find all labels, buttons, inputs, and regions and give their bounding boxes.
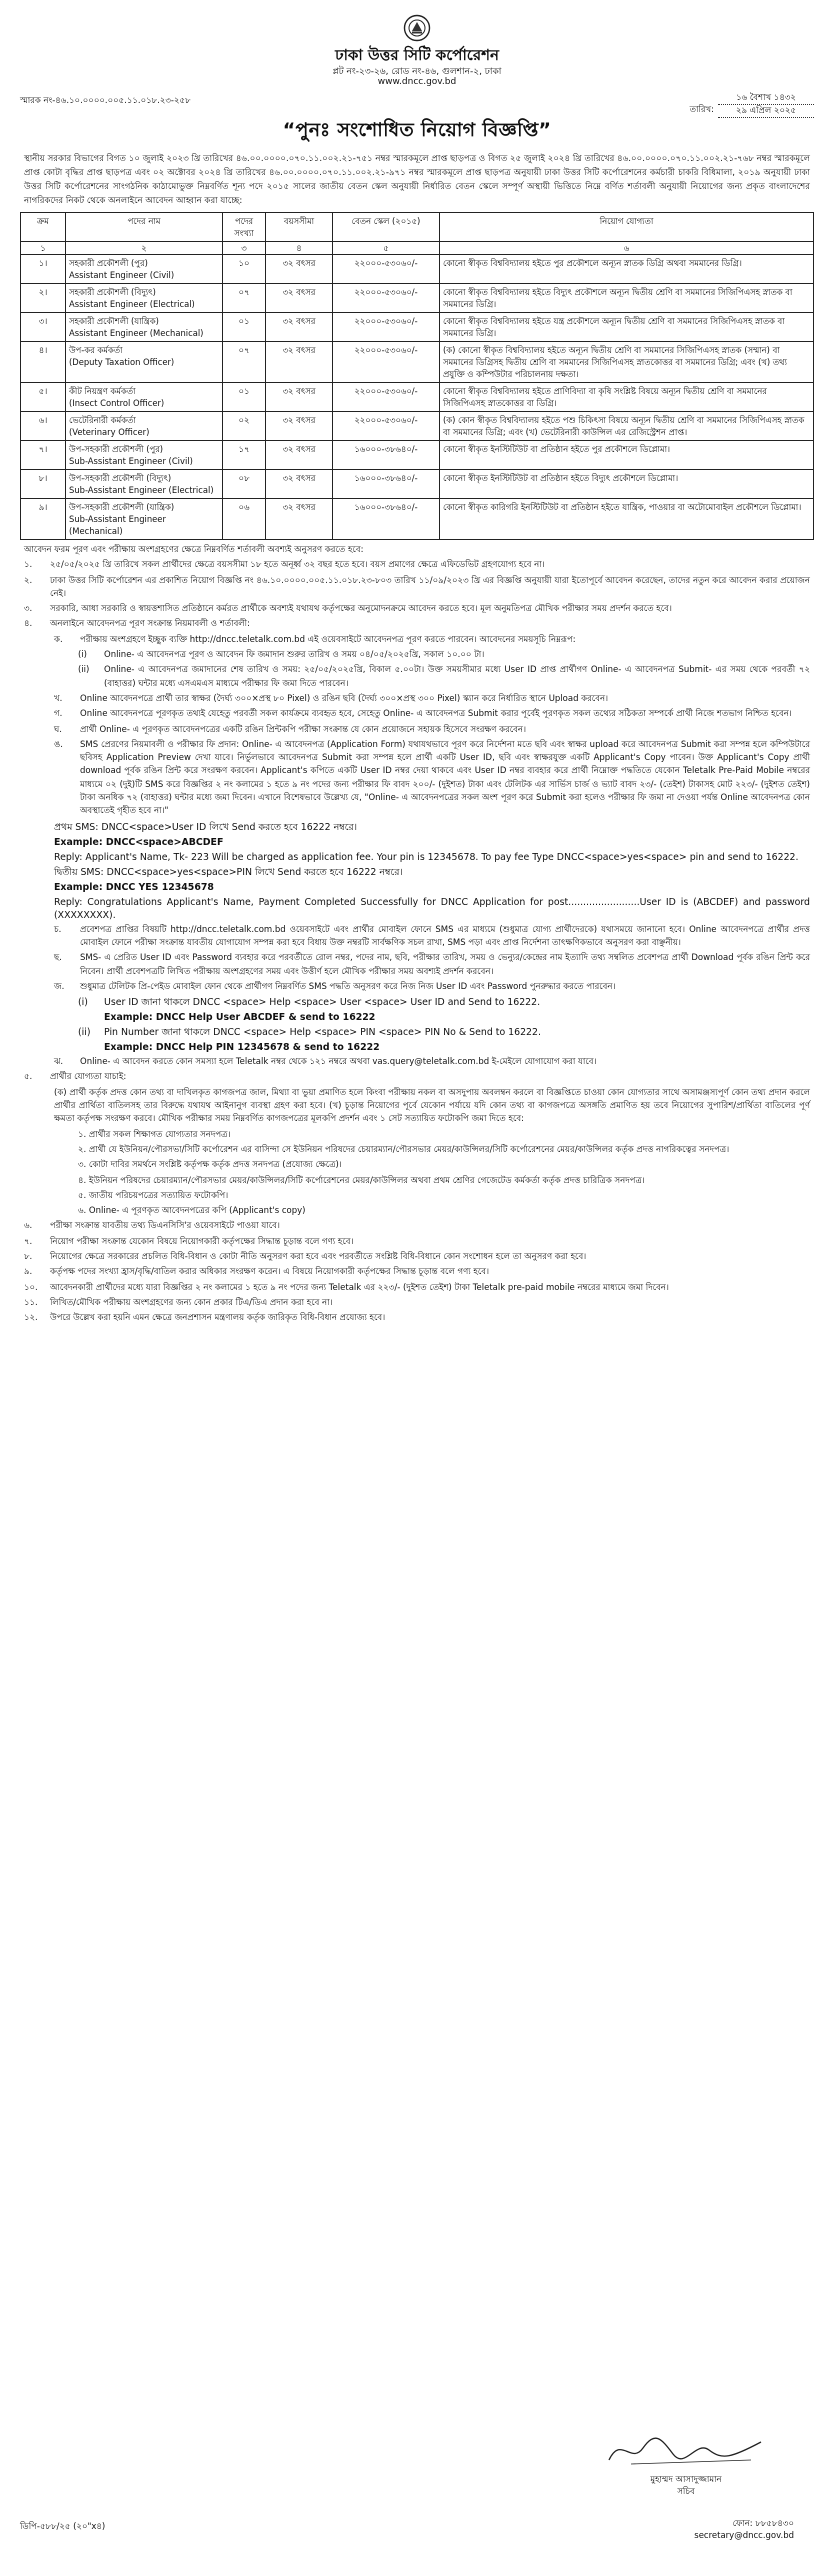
cell-qualification: কোনো স্বীকৃত বিশ্ববিদ্যালয় হইতে যন্ত্র প্রকৌশলে অন্যূন দ্বিতীয় শ্রেণি বা সমমানের সিজিপিএসহ স্নাতক বা সমমানের ডিগ্রি। xyxy=(440,313,814,342)
cell-count: ০১ xyxy=(223,383,266,412)
term-item xyxy=(24,1266,810,1279)
date-bangla: ১৬ বৈশাখ ১৪৩২ xyxy=(718,92,814,105)
post-name-bn: ভেটেরিনারী কর্মকর্তা xyxy=(69,415,136,425)
term-number: ৫. xyxy=(24,1072,33,1083)
subterm-text: Online আবেদনপত্রে পূরণকৃত তথ্যই যেহেতু পরবর্তী সকল কার্যক্রমে ব্যবহৃত হবে, সেহেতু Online- এ আবেদনপত্র Submit করার পূর্বেই পূরণকৃত সকল তথ্যের সঠিকতা সম্পর্কে প্রার্থী নিজে শতভাগ নিশ্চিত হবেন। xyxy=(80,709,792,720)
term-text: অনলাইনে আবেদনপত্র পূরণ সংক্রান্ত নিয়মাবলী ও শর্তাবলী: xyxy=(50,619,250,630)
table-header-row xyxy=(21,213,814,242)
subterm-number: ঙ. xyxy=(54,739,63,750)
date-label: তারিখ: xyxy=(689,105,714,115)
cell-serial: ৮। xyxy=(21,470,66,499)
table-row xyxy=(21,342,814,383)
subterm-item xyxy=(24,724,810,737)
cell-age: ৩২ বৎসর xyxy=(266,342,333,383)
sms-second-instruction: দ্বিতীয় SMS: DNCC<space>yes<space>PIN লিখে Send করতে হবে 16222 নম্বরে। xyxy=(54,866,403,878)
cell-age: ৩২ বৎসর xyxy=(266,470,333,499)
term-item xyxy=(24,575,810,602)
terms-lead: আবেদন ফরম পূরণ এবং পরীক্ষায় অংশগ্রহণের ক্ষেত্রে নিম্নবর্ণিত শর্তাবলী অবশ্যই অনুসরণ করতে হবে: xyxy=(24,545,364,555)
recovery-text: Pin Number জানা থাকলে DNCC <space> Help <space> PIN <space> PIN No & Send to 16222. xyxy=(104,1027,541,1039)
subterm-number: জ. xyxy=(54,981,65,992)
subterm-text: Online আবেদনপত্রে প্রার্থী তার স্বাক্ষর (দৈর্ঘ্য ৩০০×প্রস্থ ৮০ Pixel) ও রঙিন ছবি (দৈর্ঘ্য ৩০০×প্রস্থ ৩০০ Pixel) স্ক্যান করে নির্ধারিত স্থানে Upload করবেন। xyxy=(80,693,609,704)
subterm-number: গ. xyxy=(54,709,63,720)
term-item xyxy=(24,1282,810,1295)
cell-serial: ৩। xyxy=(21,313,66,342)
cell-age: ৩২ বৎসর xyxy=(266,313,333,342)
schedule-number: (i) xyxy=(78,650,87,661)
org-website[interactable]: www.dncc.gov.bd xyxy=(377,77,457,87)
recovery-number: (ii) xyxy=(78,1027,91,1039)
recovery-text: User ID জানা থাকলে DNCC <space> Help <space> User <space> User ID and Send to 16222. xyxy=(104,997,541,1009)
post-name-en: Sub-Assistant Engineer (Mechanical) xyxy=(69,514,166,536)
cell-post-name xyxy=(66,412,223,441)
subterm-text: SMS প্রেরণের নিয়মাবলী ও পরীক্ষার ফি প্রদান: Online- এ আবেদনপত্র (Application Form) যথাযথভাবে পূরণ করে নির্দেশনা মতে ছবি এবং স্বাক্ষর upload করে আবেদনপত্র Submit করা সম্পন্ন হলে কম্পিউটারে ছবিসহ Application Preview দেখা যাবে। নির্ভুলভাবে আবেদনপত্র Submit করা সম্পন্ন হলে প্রার্থী একটি User ID, ছবি এবং স্বাক্ষরযুক্ত একটি Applicant's Copy পাবেন। উক্ত Applicant's Copy প্রার্থী download পূর্বক রঙিন প্রিন্ট করে সংরক্ষণ করবেন। Applicant's কপিতে একটি User ID নম্বর দেয়া থাকবে এবং User ID নম্বর ব্যবহার করে প্রার্থী নিম্নোক্ত পদ্ধতিতে যেকোন Teletalk Pre-Paid Mobile নম্বরের মাধ্যমে ০২ (দুই)টি SMS করে বিজ্ঞপ্তির ২ নং কলামের ১ হতে ৯ নং পদের জন্য পরীক্ষার ফি বাবদ ২০০/- (দুইশত) টাকা এবং টেলিটক এর সার্ভিস চার্জ ও ভ্যাট বাবদ ২৩/- (তেইশ) টাকাসহ মোট ২২৩/- (দুইশত তেইশ) টাকা অনধিক ৭২ (বাহাত্তর) ঘন্টার মধ্যে জমা দিবেন। এখানে বিশেষভাবে উল্লেখ্য যে, "Online- এ আবেদনপত্রের সকল অংশ পূরণ করে Submit করা হলেও পরীক্ষার ফি জমা না দেওয়া পর্যন্ত Online আবেদনপত্র কোন অবস্থাতেই গৃহীত হবে না।" xyxy=(80,739,810,817)
signature-block xyxy=(586,2430,786,2498)
cell-post-name xyxy=(66,342,223,383)
col-header-age-limit: বয়সসীমা xyxy=(266,213,333,242)
cell-qualification: কোনো স্বীকৃত ইনস্টিটিউট বা প্রতিষ্ঠান হইতে পুর প্রকৌশলে ডিপ্লোমা। xyxy=(440,441,814,470)
post-name-en: Sub-Assistant Engineer (Civil) xyxy=(69,456,193,466)
cell-pay-scale: ২২০০০-৫৩০৬০/- xyxy=(333,313,440,342)
post-name-en: (Insect Control Officer) xyxy=(69,398,165,408)
signatory-designation: সচিব xyxy=(677,2487,695,2497)
org-address: প্লট নং-২৩-২৬, রোড নং-৪৬, গুলশান-২, ঢাকা xyxy=(332,67,502,77)
posts-table xyxy=(20,212,814,540)
term-item xyxy=(24,1236,810,1249)
col-header-post-name: পদের নাম xyxy=(66,213,223,242)
term-item xyxy=(24,1071,810,1084)
cell-post-name xyxy=(66,441,223,470)
col-number: ৬ xyxy=(440,242,814,255)
cell-qualification: কোনো স্বীকৃত বিশ্ববিদ্যালয় হইতে পুর প্রকৌশলে অন্যূন স্নাতক ডিগ্রি অথবা সমমানের ডিগ্রি। xyxy=(440,255,814,284)
cell-serial: ৬। xyxy=(21,412,66,441)
term-number: ১০. xyxy=(24,1282,38,1293)
cell-post-name xyxy=(66,284,223,313)
notice-title: “পুনঃ সংশোধিত নিয়োগ বিজ্ঞপ্তি” xyxy=(282,119,552,141)
term-number: ৩. xyxy=(24,604,33,615)
table-column-number-row xyxy=(21,242,814,255)
document-list-item: ৬. Online- এ পূরণকৃত আবেদনপত্রের কপি (Applicant's copy) xyxy=(78,1206,306,1217)
col-number: ২ xyxy=(66,242,223,255)
post-name-en: Sub-Assistant Engineer (Electrical) xyxy=(69,485,214,495)
cell-serial: ২। xyxy=(21,284,66,313)
cell-pay-scale: ২২০০০-৫৩০৬০/- xyxy=(333,284,440,313)
subterm-text: প্রার্থী Online- এ পূরণকৃত আবেদনপত্রের একটি রঙিন প্রিন্টকপি পরীক্ষা সংক্রান্ত যে কোন প্রয়োজনে সহায়ক হিসেবে সংরক্ষণ করবেন। xyxy=(80,724,527,735)
post-name-bn: উপ-সহকারী প্রকৌশলী (বিদ্যুৎ) xyxy=(69,473,172,483)
term-item xyxy=(24,603,810,616)
document-list-item: ২. প্রার্থী যে ইউনিয়ন/পৌরসভা/সিটি কর্পোরেশন এর বাসিন্দা সে ইউনিয়ন পরিষদের চেয়ারম্যান/পৌরসভার মেয়র/কাউন্সিলর/সিটি কর্পোরেশনের মেয়র/কাউন্সিলর কর্তৃক প্রদত্ত নাগরিকত্বের সনদপত্র। xyxy=(78,1144,730,1155)
cell-pay-scale: ২২০০০-৫৩০৬০/- xyxy=(333,342,440,383)
cell-serial: ৫। xyxy=(21,383,66,412)
date-block xyxy=(689,92,814,118)
subterm-number: চ. xyxy=(54,924,62,935)
document-list-item: ৪. ইউনিয়ন পরিষদের চেয়ারম্যান/পৌরসভার মেয়র/কাউন্সিলর/সিটি কর্পোরেশনের মেয়র/কাউন্সিলর অথবা প্রথম শ্রেণির গেজেটেড কর্মকর্তা কর্তৃক প্রদত্ত চারিত্রিক সনদপত্র। xyxy=(78,1175,645,1186)
cell-post-name xyxy=(66,470,223,499)
notice-intro: স্থানীয় সরকার বিভাগের বিগত ১০ জুলাই ২০২৩ খ্রি তারিখের ৪৬.০০.০০০০.০৭০.১১.০০২.২১-৭৫১ নম্বর স্মারকমূলে প্রাপ্ত ছাড়পত্র ও বিগত ২৫ জুলাই ২০২৪ খ্রি তারিখের ৪৬.০০.০০০০.০৭০.১১.০০২.২১-৭৬৮ নম্বর স্মারকমূলে প্রাপ্ত কোটা বৃদ্ধির প্রাপ্ত ছাড়পত্র এবং ০২ অক্টোবর ২০২৪ খ্রি তারিখের ৪৬.০০.০০০০.০৭০.১১.০০২.২১-৯৭১ নম্বর স্মারকমূলে প্রাপ্ত ছাড়পত্র অনুযায়ী ঢাকা উত্তর সিটি কর্পোরেশনের কর্মচারী চাকরি বিধিমালা, ২০১৯ অনুযায়ী ঢাকা উত্তর সিটি কর্পোরেশনের সাংগঠনিক কাঠামোভুক্ত নিম্নবর্ণিত শূন্য পদে ২০১৫ সালের জাতীয় বেতন স্কেল অনুযায়ী নির্ধারিত বেতন স্কেলে সম্পূর্ণ অস্থায়ী ভিত্তিতে নিম্নে বর্ণিত শর্তাবলী অনুযায়ী নিয়োগের জন্য প্রকৃত বাংলাদেশের নাগরিকদের নিকট থেকে অনলাইনে আবেদন আহ্বান করা যাচ্ছে: xyxy=(24,154,810,206)
cell-serial: ৪। xyxy=(21,342,66,383)
signatory-name: মুহাম্মদ আসাদুজ্জামান xyxy=(650,2475,722,2485)
subterm-number: খ. xyxy=(54,693,63,704)
term-text: আবেদনকারী প্রার্থীদের মধ্যে যারা বিজ্ঞপ্তির ২ নং কলামের ১ হতে ৯ নং পদের জন্য Teletalk এর ২২৩/- (দুইশত তেইশ) টাকা Teletalk pre-paid mobile নম্বরের মাধ্যমে জমা দিবেন। xyxy=(50,1282,669,1293)
subterm-item xyxy=(24,981,810,994)
post-name-en: Assistant Engineer (Civil) xyxy=(69,270,175,280)
date-gregorian: ২৯ এপ্রিল ২০২৫ xyxy=(718,105,814,118)
term-text: পরীক্ষা সংক্রান্ত যাবতীয় তথ্য ডিএনসিসি'র ওয়েবসাইটে পাওয়া যাবে। xyxy=(50,1221,280,1232)
post-name-en: Assistant Engineer (Electrical) xyxy=(69,299,195,309)
cell-age: ৩২ বৎসর xyxy=(266,383,333,412)
term-number: ১১. xyxy=(24,1297,38,1308)
term-item xyxy=(24,559,810,572)
cell-count: ০৭ xyxy=(223,284,266,313)
subterm-item xyxy=(24,952,810,979)
cell-qualification: (ক) কোন স্বীকৃত বিশ্ববিদ্যালয় হইতে পশু চিকিৎসা বিষয়ে অন্যূন দ্বিতীয় শ্রেণি বা সমমানের সিজিপিএসহ স্নাতক বা সমমানের ডিগ্রি; এবং (খ) ভেটেরিনারী কাউন্সিল এর রেজিস্ট্রেশন প্রাপ্ত। xyxy=(440,412,814,441)
post-name-en: Assistant Engineer (Mechanical) xyxy=(69,328,204,338)
cell-age: ৩২ বৎসর xyxy=(266,412,333,441)
term-item xyxy=(24,1297,810,1310)
cell-count: ০১ xyxy=(223,313,266,342)
cell-post-name xyxy=(66,255,223,284)
terms-section xyxy=(24,544,810,1325)
contact-email[interactable]: secretary@dncc.gov.bd xyxy=(694,2531,794,2541)
cell-qualification: (ক) কোনো স্বীকৃত বিশ্ববিদ্যালয় হইতে অন্যূন দ্বিতীয় শ্রেণি বা সমমানের সিজিপিএসহ স্নাতক (সম্মান) বা সমমানের ডিগ্রিসহ দ্বিতীয় শ্রেণি বা সমমানের সিজিপিএসহ স্নাতকোত্তর বা সমমানের ডিগ্রি; এবং (খ) তথ্য প্রযুক্তি ও কম্পিউটার পরিচালনায় দক্ষতা। xyxy=(440,342,814,383)
cell-count: ০৮ xyxy=(223,470,266,499)
term-text: উপরে উল্লেখ করা হয়নি এমন ক্ষেত্রে জনপ্রশাসন মন্ত্রণালয় কর্তৃক জারিকৃত বিধি-বিধান প্রযোজ্য হবে। xyxy=(50,1313,386,1324)
post-name-en: (Veterinary Officer) xyxy=(69,427,150,437)
cell-count: ০৭ xyxy=(223,342,266,383)
term-number: ৪. xyxy=(24,619,33,630)
subterm-text: পরীক্ষায় অংশগ্রহণে ইচ্ছুক ব্যক্তি http://dncc.teletalk.com.bd এই ওয়েবসাইটে আবেদনপত্র পূরণ করতে পারবেন। আবেদনের সময়সূচি নিম্নরূপ: xyxy=(80,634,576,645)
sms-second-reply: Reply: Congratulations Applicant's Name, Payment Completed Successfully for DNCC Application for post........................User ID is (ABCDEF) and password (XXXXXXXX). xyxy=(54,896,810,921)
term-number: ২. xyxy=(24,575,33,586)
schedule-text: Online- এ আবেদনপত্র জমাদানের শেষ তারিখ ও সময়: ২৫/০৫/২০২৫খ্রি, বিকাল ৫.০০টা। উক্ত সময়সীমার মধ্যে User ID প্রাপ্ত প্রার্থীগণ Online- এ আবেদনপত্র Submit- এর সময় থেকে পরবর্তী ৭২ (বাহাত্তর) ঘন্টার মধ্যে এসএমএস মাধ্যমে পরীক্ষার ফি জমা দিতে পারবেন। xyxy=(104,665,810,689)
subterm-item xyxy=(24,708,810,721)
cell-count: ০৬ xyxy=(223,499,266,540)
cell-pay-scale: ১৬০০০-৩৮৬৪০/- xyxy=(333,441,440,470)
publication-code: ডিপি-৫৮৮/২৫ (২০"x৪) xyxy=(20,2522,106,2532)
table-row xyxy=(21,383,814,412)
subterm-text: শুধুমাত্র টেলিটক প্রি-পেইড মোবাইল ফোন থেকে প্রার্থীগণ নিম্নবর্ণিত SMS পদ্ধতি অনুসরণ করে নিজ নিজ User ID এবং Password পুনরুদ্ধার করতে পারবেন। xyxy=(80,981,616,992)
recovery-number: (i) xyxy=(78,997,88,1009)
document-list-item: ৫. জাতীয় পরিচয়পত্রের সত্যায়িত ফটোকপি। xyxy=(78,1190,229,1201)
recovery-example: Example: DNCC Help User ABCDEF & send to 16222 xyxy=(104,1012,376,1024)
post-name-bn: কীট নিয়ন্ত্রণ কর্মকর্তা xyxy=(69,386,136,396)
cell-post-name xyxy=(66,383,223,412)
subterm-text: প্রবেশপত্র প্রাপ্তির বিষয়টি http://dncc.teletalk.com.bd ওয়েবসাইটে এবং প্রার্থীর মোবাইল ফোনে SMS এর মাধ্যমে (শুধুমাত্র যোগ্য প্রার্থীদেরকে) যথাসময়ে জানানো হবে। Online আবেদনপত্রে প্রার্থীর প্রদত্ত মোবাইল ফোনে পরীক্ষা সংক্রান্ত যাবতীয় যোগাযোগ সম্পন্ন করা হবে বিধায় উক্ত নম্বরটি সার্বক্ষণিক সচল রাখা, SMS পড়া এবং প্রাপ্ত নির্দেশনা তাৎক্ষণিকভাবে অনুসরণ করা বাঞ্ছনীয়। xyxy=(80,924,810,948)
col-number: ১ xyxy=(21,242,66,255)
memo-number: স্মারক নং-৪৬.১০.০০০০.০০৫.১১.০১৮.২৩-২৫৮ xyxy=(20,96,191,106)
contact-block xyxy=(694,2518,794,2542)
cell-serial: ১। xyxy=(21,255,66,284)
term-text: প্রার্থীর যোগ্যতা যাচাই: xyxy=(50,1072,127,1083)
term-item xyxy=(24,618,810,631)
table-row xyxy=(21,499,814,540)
cell-count: ১০ xyxy=(223,255,266,284)
col-number: ৫ xyxy=(333,242,440,255)
term-item xyxy=(24,1220,810,1233)
cell-qualification: কোনো স্বীকৃত ইনস্টিটিউট বা প্রতিষ্ঠান হইতে বিদ্যুৎ প্রকৌশলে ডিপ্লোমা। xyxy=(440,470,814,499)
table-row xyxy=(21,441,814,470)
table-row xyxy=(21,412,814,441)
cell-pay-scale: ২২০০০-৫৩০৬০/- xyxy=(333,383,440,412)
term-number: ৭. xyxy=(24,1236,33,1247)
subterm-number: ঝ. xyxy=(54,1057,64,1068)
schedule-item xyxy=(24,649,810,662)
term-number: ১২. xyxy=(24,1313,38,1324)
term-text: লিখিত/মৌখিক পরীক্ষায় অংশগ্রহণের জন্য কোন প্রকার টিএ/ডিএ প্রদান করা হবে না। xyxy=(50,1297,333,1308)
cell-serial: ৯। xyxy=(21,499,66,540)
document-list-item: ৩. কোটা দাবির সমর্থনে সংশ্লিষ্ট কর্তৃপক্ষ কর্তৃক প্রদত্ত সনদপত্র (প্রযোজ্য ক্ষেত্রে)। xyxy=(78,1160,342,1171)
term-text: নিয়োগের ক্ষেত্রে সরকারের প্রচলিত বিধি-বিধান ও কোটা নীতি অনুসরণ করা হবে এবং পরবর্তীতে সংশ্লিষ্ট বিধি-বিধানে কোন সংশোধন হলে তা অনুসরণ করা হবে। xyxy=(50,1251,587,1262)
table-row xyxy=(21,255,814,284)
term-text: ২৫/০৫/২০২৫ খ্রি তারিখে সকল প্রার্থীদের ক্ষেত্রে বয়সসীমা ১৮ হতে অনূর্ধ্ব ৩২ বছর হতে হবে। বয়স প্রমাণের ক্ষেত্রে এফিডেভিট গ্রহণযোগ্য হবে না। xyxy=(50,560,545,571)
subterm-item xyxy=(24,634,810,647)
subterm-text: Online- এ আবেদন করতে কোন সমস্যা হলে Teletalk নম্বর থেকে ১২১ নম্বরে অথবা vas.query@teletalk.com.bd ই-মেইলে যোগাযোগ করা যাবে। xyxy=(80,1057,597,1068)
sms-first-example: Example: DNCC<space>ABCDEF xyxy=(54,836,224,848)
table-row xyxy=(21,470,814,499)
cell-pay-scale: ২২০০০-৫৩০৬০/- xyxy=(333,412,440,441)
document-list-item: ১. প্রার্থীর সকল শিক্ষাগত যোগ্যতার সনদপত্র। xyxy=(78,1129,231,1140)
subterm-item xyxy=(24,739,810,819)
term-item xyxy=(24,1251,810,1264)
subterm-text: SMS- এ প্রেরিত User ID এবং Password ব্যবহার করে পরবর্তীতে রোল নম্বর, পদের নাম, ছবি, পরীক্ষার তারিখ, সময় ও ভেন্যুর/কেন্দ্রের নাম ইত্যাদি তথ্য সম্বলিত প্রবেশপত্র প্রার্থী Download পূর্বক রঙিন প্রিন্ট করে নিবেন। প্রার্থী প্রবেশপত্রটি লিখিত পরীক্ষায় অংশগ্রহণের সময় এবং উত্তীর্ণ হলে মৌখিক পরীক্ষার সময় অবশ্যই প্রদর্শন করবেন। xyxy=(80,953,810,977)
signature-mark-icon xyxy=(601,2430,771,2470)
cell-age: ৩২ বৎসর xyxy=(266,284,333,313)
schedule-item xyxy=(24,664,810,691)
table-row xyxy=(21,313,814,342)
term-number: ৯. xyxy=(24,1267,33,1278)
col-header-qualification: নিয়োগ যোগ্যতা xyxy=(440,213,814,242)
sms-first-instruction: প্রথম SMS: DNCC<space>User ID লিখে Send করতে হবে 16222 নম্বরে। xyxy=(54,821,357,833)
term-number: ৬. xyxy=(24,1221,33,1232)
col-number: ৪ xyxy=(266,242,333,255)
post-name-bn: উপ-সহকারী প্রকৌশলী (পুর) xyxy=(69,444,164,454)
term-text: ঢাকা উত্তর সিটি কর্পোরেশন এর প্রকাশিত নিয়োগ বিজ্ঞপ্তি নং ৪৬.১০.০০০০.০০৫.১১.০১৮.২৩-৮০৩ তারিখ ১১/০৯/২০২৩ খ্রি এর বিজ্ঞপ্তি অনুযায়ী যারা ইতোপূর্বে আবেদন করেছেন, তাদের নতুন করে আবেদন করার প্রয়োজন নেই। xyxy=(50,575,810,599)
col-number: ৩ xyxy=(223,242,266,255)
subterm-item xyxy=(24,1056,810,1069)
cell-age: ৩২ বৎসর xyxy=(266,255,333,284)
cell-pay-scale: ১৬০০০-৩৮৬৪০/- xyxy=(333,470,440,499)
subterm-number: ক. xyxy=(54,634,63,645)
cell-qualification: কোনো স্বীকৃত বিশ্ববিদ্যালয় হইতে প্রাণিবিদ্যা বা কৃষি সংশ্লিষ্ট বিষয়ে অন্যূন দ্বিতীয় শ্রেণি বা সমমানের সিজিপিএসহ স্নাতকোত্তর বা ডিগ্রি। xyxy=(440,383,814,412)
verification-text: (ক) প্রার্থী কর্তৃক প্রদত্ত কোন তথ্য বা দাখিলকৃত কাগজপত্র জাল, মিথ্যা বা ভুয়া প্রমাণিত হলে কিংবা পরীক্ষায় নকল বা অসদুপায় অবলম্বন করলে বা বিজ্ঞপ্তিতে চাওয়া কোন যোগ্যতার সাথে অসামঞ্জস্যপূর্ণ কোন তথ্য প্রদান করলে প্রার্থীর প্রার্থিতা বাতিলসহ তার বিরুদ্ধে যথাযথ আইনানুগ ব্যবস্থা গ্রহণ করা হবে। (খ) চূড়ান্ত নিয়োগের পূর্বে যেকোন পর্যায়ে যদি কোন তথ্য বা কাগজপত্রে অসঙ্গতি প্রমাণিত হয় তবে নিয়োগের সুপারিশ/প্রার্থিতা বাতিলের পূর্ণ ক্ষমতা কর্তৃপক্ষ সংরক্ষণ করবে। মৌখিক পরীক্ষার সময় নিম্নবর্ণিত কাগজপত্রের মূলকপি প্রদর্শন এবং ১ সেট সত্যায়িত ফটোকপি জমা দিতে হবে: xyxy=(54,1087,810,1125)
post-name-bn: সহকারী প্রকৌশলী (যান্ত্রিক) xyxy=(69,316,159,326)
contact-phone: ফোন: ৮৮৫৮৪৩০ xyxy=(732,2519,794,2529)
col-header-post-count: পদের সংখ্যা xyxy=(223,213,266,242)
cell-post-name xyxy=(66,313,223,342)
term-number: ৮. xyxy=(24,1251,33,1262)
post-name-bn: উপ-সহকারী প্রকৌশলী (যান্ত্রিক) xyxy=(69,502,175,512)
letterhead xyxy=(20,14,814,116)
subterm-item xyxy=(24,924,810,951)
cell-post-name xyxy=(66,499,223,540)
table-row xyxy=(21,284,814,313)
term-text: নিয়োগ পরীক্ষা সংক্রান্ত যেকোন বিষয়ে নিয়োগকারী কর্তৃপক্ষের সিদ্ধান্ত চূড়ান্ত বলে গণ্য হবে। xyxy=(50,1236,354,1247)
term-text: কর্তৃপক্ষ পদের সংখ্যা হ্রাস/বৃদ্ধি/বাতিল করার অধিকার সংরক্ষণ করেন। এ বিষয়ে নিয়োগকারী কর্তৃপক্ষের সিদ্ধান্ত চূড়ান্ত বলে গণ্য হবে। xyxy=(50,1267,490,1278)
cell-qualification: কোনো স্বীকৃত বিশ্ববিদ্যালয় হইতে বিদ্যুৎ প্রকৌশলে অন্যূন দ্বিতীয় শ্রেণি বা সমমানের সিজিপিএসহ স্নাতক বা সমমানের ডিগ্রি। xyxy=(440,284,814,313)
cell-count: ০২ xyxy=(223,412,266,441)
cell-count: ১৭ xyxy=(223,441,266,470)
subterm-item xyxy=(24,693,810,706)
sms-second-example: Example: DNCC YES 12345678 xyxy=(54,881,214,893)
schedule-number: (ii) xyxy=(78,665,90,676)
subterm-number: ঘ. xyxy=(54,724,62,735)
subterm-number: ছ. xyxy=(54,953,62,964)
dncc-emblem-icon xyxy=(403,14,431,42)
term-number: ১. xyxy=(24,560,33,571)
cell-pay-scale: ১৬০০০-৩৮৬৪০/- xyxy=(333,499,440,540)
post-name-bn: উপ-কর কর্মকর্তা xyxy=(69,345,123,355)
sms-first-reply: Reply: Applicant's Name, Tk- 223 Will be charged as application fee. Your pin is 12345678. To pay fee Type DNCC<space>yes<space> pin and send to 16222. xyxy=(54,851,799,863)
cell-age: ৩২ বৎসর xyxy=(266,441,333,470)
recovery-example: Example: DNCC Help PIN 12345678 & send to 16222 xyxy=(104,1042,380,1054)
post-name-bn: সহকারী প্রকৌশলী (বিদ্যুৎ) xyxy=(69,287,156,297)
recovery-item xyxy=(24,1026,810,1039)
cell-age: ৩২ বৎসর xyxy=(266,499,333,540)
cell-pay-scale: ২২০০০-৫৩০৬০/- xyxy=(333,255,440,284)
post-name-en: (Deputy Taxation Officer) xyxy=(69,357,175,367)
col-header-pay-scale: বেতন স্কেল (২০১৫) xyxy=(333,213,440,242)
post-name-bn: সহকারী প্রকৌশলী (পুর) xyxy=(69,258,148,268)
term-item xyxy=(24,1312,810,1325)
col-header-serial: ক্রম xyxy=(21,213,66,242)
term-text: সরকারি, আধা সরকারি ও স্বায়ত্তশাসিত প্রতিষ্ঠানে কর্মরত প্রার্থীকে অবশ্যই যথাযথ কর্তৃপক্ষের অনুমোদনক্রমে আবেদন করতে হবে। মূল অনুমতিপত্র মৌখিক পরীক্ষার সময় প্রদর্শন করতে হবে। xyxy=(50,604,672,615)
cell-serial: ৭। xyxy=(21,441,66,470)
org-name: ঢাকা উত্তর সিটি কর্পোরেশন xyxy=(335,46,499,64)
cell-qualification: কোনো স্বীকৃত কারিগরি ইনস্টিটিউট বা প্রতিষ্ঠান হইতে যান্ত্রিক, পাওয়ার বা অটোমোবাইল প্রকৌশলে ডিপ্লোমা। xyxy=(440,499,814,540)
recovery-item xyxy=(24,996,810,1009)
schedule-text: Online- এ আবেদনপত্র পূরণ ও আবেদন ফি জমাদান শুরুর তারিখ ও সময় ০৪/০৫/২০২৫খ্রি, সকাল ১০.০০ টা। xyxy=(104,650,485,661)
